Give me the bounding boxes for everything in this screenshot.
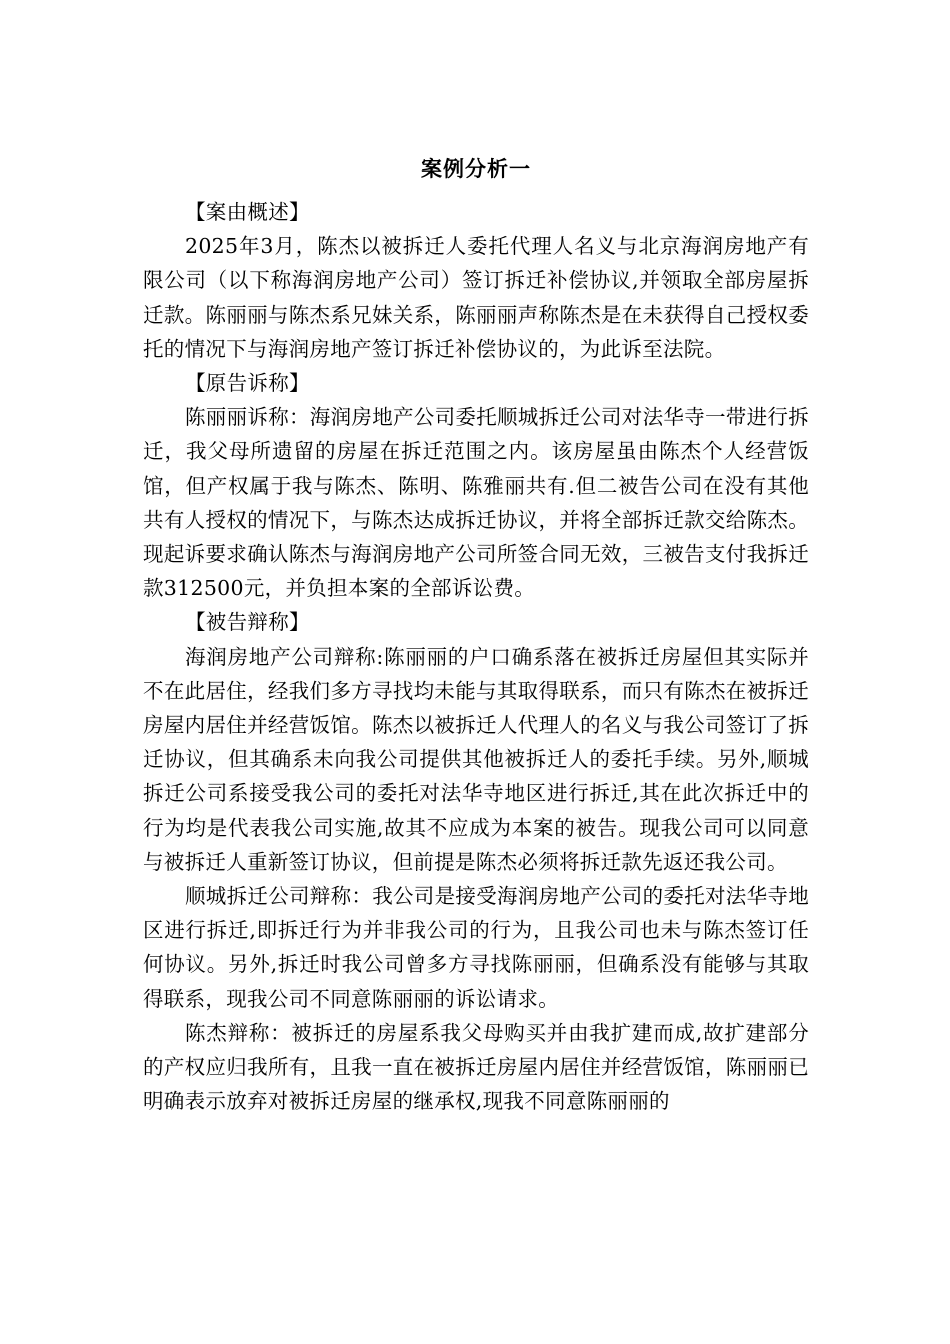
paragraph: 2025年3月，陈杰以被拆迁人委托代理人名义与北京海润房地产有限公司（以下称海润房地产公司）签订拆迁补偿协议,并领取全部房屋拆迁款。陈丽丽与陈杰系兄妹关系，陈丽丽声称陈杰是在未获得自己授权委托的情况下与海润房地产签订拆迁补偿协议的，为此诉至法院。 <box>143 234 809 361</box>
section-plaintiff-claim <box>143 366 809 605</box>
paragraph: 陈丽丽诉称：海润房地产公司委托顺城拆迁公司对法华寺一带进行拆迁，我父母所遗留的房屋在拆迁范围之内。该房屋虽由陈杰个人经营饭馆，但产权属于我与陈杰、陈明、陈雅丽共有.但二被告公司在没有其他共有人授权的情况下，与陈杰达成拆迁协议，并将全部拆迁款交给陈杰。现起诉要求确认陈杰与海润房地产公司所签合同无效，三被告支付我拆迁款312500元，并负担本案的全部诉讼费。 <box>143 405 809 601</box>
section-heading-plaintiff-claim: 【原告诉称】 <box>185 371 310 396</box>
section-heading-defendant-defense: 【被告辩称】 <box>185 610 310 635</box>
paragraph: 顺城拆迁公司辩称：我公司是接受海润房地产公司的委托对法华寺地区进行拆迁,即拆迁行为并非我公司的行为，且我公司也未与陈杰签订任何协议。另外,拆迁时我公司曾多方寻找陈丽丽，但确系没有能够与其取得联系，现我公司不同意陈丽丽的诉讼请求。 <box>143 884 809 1011</box>
section-heading-case-summary: 【案由概述】 <box>185 200 310 224</box>
document-page <box>143 150 809 1118</box>
section-defendant-defense <box>143 605 809 1118</box>
section-case-summary <box>143 195 809 366</box>
title-wrap <box>143 154 809 195</box>
paragraph: 海润房地产公司辩称:陈丽丽的户口确系落在被拆迁房屋但其实际并不在此居住，经我们多方寻找均未能与其取得联系，而只有陈杰在被拆迁房屋内居住并经营饭馆。陈杰以被拆迁人代理人的名义与我公司签订了拆迁协议，但其确系未向我公司提供其他被拆迁人的委托手续。另外,顺城拆迁公司系接受我公司的委托对法华寺地区进行拆迁,其在此次拆迁中的行为均是代表我公司实施,故其不应成为本案的被告。现我公司可以同意与被拆迁人重新签订协议，但前提是陈杰必须将拆迁款先返还我公司。 <box>143 644 809 874</box>
document-title: 案例分析一 <box>421 156 531 181</box>
paragraph: 陈杰辩称：被拆迁的房屋系我父母购买并由我扩建而成,故扩建部分的产权应归我所有，且我一直在被拆迁房屋内居住并经营饭馆，陈丽丽已明确表示放弃对被拆迁房屋的继承权,现我不同意陈丽丽的 <box>143 1020 809 1114</box>
